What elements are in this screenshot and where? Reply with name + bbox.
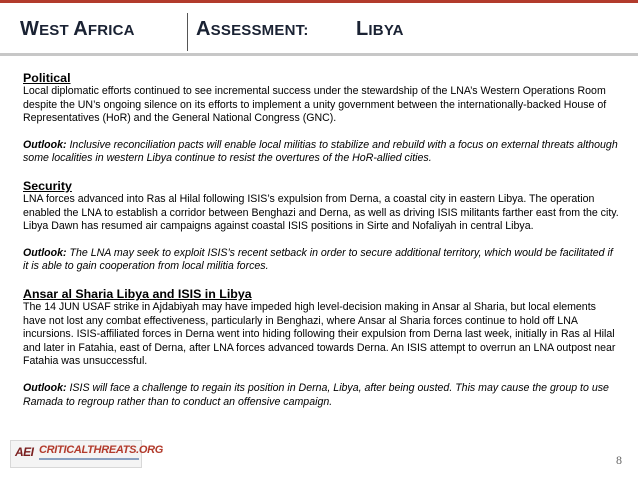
region-title: WEST AFRICA <box>20 18 135 40</box>
title-separator <box>187 13 188 51</box>
ansar-isis-body: The 14 JUN USAF strike in Ajdabiyah may have impeded high level-decision making in Ansar al Sharia, but local elements have not lost any combat effectiveness, particularly in Benghazi, where Ansar al Sharia forces continue to hold off LNA incursions. ISIS-affiliated forces in Derna went into hiding following their expulsion from Derna last week, initially in Ras al Hilal and later in Fatahia, east of Derna, after LNA forces advanced towards Derna. An ISIS attempt to overrun an LNA outpost near Fatahia was unsuccessful. <box>23 300 616 368</box>
aei-logo-text: AEI <box>15 445 34 459</box>
page-number: 8 <box>616 453 622 467</box>
slide-header <box>20 10 620 50</box>
outlook-text: The LNA may seek to exploit ISIS’s recent setback in order to secure additional territory, which would be facilitated if it is able to gain cooperation from local militia forces. <box>23 246 613 273</box>
outlook-label: Outlook: <box>23 381 67 394</box>
header-divider <box>0 53 638 56</box>
political-outlook <box>23 139 620 166</box>
ansar-isis-heading: Ansar al Sharia Libya and ISIS in Libya <box>23 286 252 301</box>
ansar-isis-outlook <box>23 382 620 409</box>
outlook-text: Inclusive reconciliation pacts will enable local militias to stabilize and rebuild with a focus on external threats although some localities in western Libya continue to resist the overtures of the HoR-allied cities. <box>23 138 618 165</box>
outlook-label: Outlook: <box>23 138 67 151</box>
critical-threats-logo-text: CRITICALTHREATS.ORG <box>39 444 164 456</box>
slide-body <box>23 71 620 409</box>
country-title: LIBYA <box>356 18 404 40</box>
top-accent-rule <box>0 0 638 3</box>
security-outlook <box>23 247 620 274</box>
outlook-text: ISIS will face a challenge to regain its position in Derna, Libya, after being ousted. This may cause the group to use Ramada to regroup rather than to conduct an offensive campaign. <box>23 381 609 408</box>
logo-tagline-bar <box>39 458 139 460</box>
outlook-label: Outlook: <box>23 246 67 259</box>
assessment-title: ASSESSMENT: <box>196 18 309 40</box>
critical-threats-logo <box>10 440 164 468</box>
political-body: Local diplomatic efforts continued to see incremental success under the stewardship of the LNA’s Western Operations Room despite the UN’s ongoing silence on its efforts to implement a unity government between the internationally-backed House of Representatives (HoR) and the General National Congress (GNC). <box>23 85 607 125</box>
security-heading: Security <box>23 178 72 193</box>
political-heading: Political <box>23 71 71 85</box>
security-body: LNA forces advanced into Ras al Hilal following ISIS’s expulsion from Derna, a coastal city in eastern Libya. The operation enabled the LNA to establish a corridor between Benghazi and Derna, as well as driving ISIS militants farther east from the city. Libya Dawn has resumed air campaigns against coastal ISIS positions in Sirte and Nofaliyah in central Libya. <box>23 192 619 233</box>
